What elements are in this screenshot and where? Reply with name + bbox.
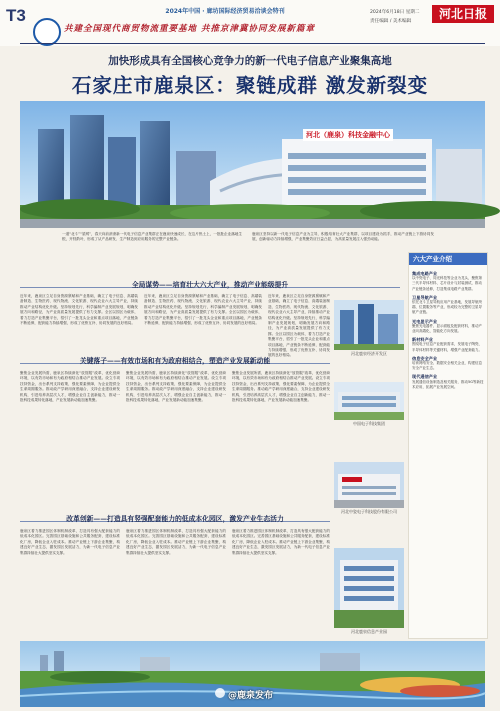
photo-industrial-park <box>334 300 404 350</box>
banner-slogan: 共建全国现代商贸物流重要基地 共推京津冀协同发展新篇章 <box>64 24 315 34</box>
hero-photo <box>20 101 485 228</box>
sidebar-title: 六大产业介绍 <box>409 253 487 265</box>
page-header <box>0 0 500 46</box>
photo-cetc <box>334 382 404 420</box>
header-rule <box>20 43 485 44</box>
photo-caption-1: 河北鹿泉经济开发区 <box>351 351 387 356</box>
section-2-body-cont: 聚焦企业发展所需，鹿泉区持续深化“放管服”改革，优化营商环境，以有效市场和有为政府相结合推动产业发展。设立专项扶持资金，出台系列支持政策，强化要素保障，为企业提供全生命周期服务。推动政产学研用深度融合，支持企业建设研发机构，引进培养高层次人才，增强企业自主创新能力，推动一批科技成果转化落地，产业发展新动能加速集聚。 <box>126 371 226 403</box>
banner-title: 2024年中国 · 廊坊国际经济贸易洽谈会特刊 <box>165 8 285 15</box>
newspaper-logo: 河北日报 <box>432 5 494 23</box>
section-3-heading: 改革创新——打造具有竖强配套能力的低成本化园区，激发产业生态活力 <box>66 515 284 523</box>
building-sign: 河北（鹿泉）科技金融中心 <box>303 129 393 141</box>
photo-info-park <box>334 548 404 628</box>
watermark: @鹿泉发布 <box>228 691 274 701</box>
section-1-body-cont: 近年来，鹿泉区立足自身资源禀赋和产业基础，确立了电子信息、高端装备制造、生物医药、现代物流、文化旅游、现代农业六大主导产业，持续推动产业结构优化升级。坚持规划先行，科学编制产业发展规划，明确发展方向和路径，为产业高质量发展提供了有力支撑。全区以园区为载体，着力打造产业集聚平台，招引了一批龙头企业和重点项目落地，产业链条不断延伸，配套能力持续增强，形成了优势互补、协同发展的良好格局。 <box>144 294 262 326</box>
section-3-body-cont: 鹿泉区着力推进园区体制机制改革，打造具有强大配套能力的低成本化园区。完善园区基础设施和公共服务配套，建设标准化厂房，降低企业入驻成本。推动产业链上下游企业集聚，构建良好产业生态，激发园区发展活力，为新一代电子信息产业集群持续壮大提供坚实支撑。 <box>126 529 226 555</box>
issue-date: 2024年6月18日 星期二 <box>370 10 420 15</box>
section-2-body: 聚焦企业发展所需，鹿泉区持续深化“放管服”改革，优化营商环境，以有效市场和有为政府相结合推动产业发展。设立专项扶持资金，出台系列支持政策，强化要素保障，为企业提供全生命周期服务。推动政产学研用深度融合，支持企业建设研发机构，引进培养高层次人才，增强企业自主创新能力，推动一批科技成果转化落地，产业发展新动能加速集聚。 <box>20 371 120 403</box>
weibo-icon <box>215 688 225 698</box>
photo-caption-2: 中国电子科技集团 <box>353 421 385 426</box>
photo-caption-3: 河北中瓷电子科技股份有限公司 <box>341 509 397 514</box>
photo-zhongci <box>334 462 404 508</box>
photo-caption-4: 河北鹿泉信息产业园 <box>351 629 387 634</box>
sidebar-body <box>412 268 484 636</box>
editor-credit: 责任编辑 / 美术编辑 <box>370 19 412 24</box>
sidebar-item-text: 以中瓷电子、同光科技等企业为龙头，聚焦第三代半导体材料、芯片设计与封装测试，推动产业链条延伸，打造集成电路产业集群。 <box>412 276 482 291</box>
sidebar-item-text: 依托北斗卫星导航应用产业基地，发展导航终端、位置服务等产业，形成较为完整的卫星导航产业链。 <box>412 300 482 315</box>
sidebar-item-name: 新材料产业 <box>412 337 433 343</box>
section-2-heading: 关键落子——有效市场和有为政府相结合，塑造产业发展新动能 <box>79 357 271 365</box>
sidebar-item-name: 信息安全产业 <box>412 355 438 361</box>
section-1-heading: 全局谋势——培育壮大六大产业，推动产业能级提升 <box>131 281 289 289</box>
headline-kicker: 加快形成具有全国核心竞争力的新一代电子信息产业聚集高地 <box>108 55 392 67</box>
section-1-body-cont2: 近年来，鹿泉区立足自身资源禀赋和产业基础，确立了电子信息、高端装备制造、生物医药、现代物流、文化旅游、现代农业六大主导产业，持续推动产业结构优化升级。坚持规划先行，科学编制产业发展规划，明确发展方向和路径，为产业高质量发展提供了有力支撑。全区以园区为载体，着力打造产业集聚平台，招引了一批龙头企业和重点项目落地，产业链条不断延伸，配套能力持续增强，形成了优势互补、协同发展的良好格局。 <box>268 294 330 358</box>
sidebar-item-name: 卫星导航产业 <box>412 294 438 300</box>
hero-photo-illustration <box>20 101 485 228</box>
sidebar-item-text: 聚焦光电器件、显示面板及配套材料，推动产业向高端化、智能化方向发展。 <box>412 323 482 334</box>
sidebar-item-name: 光电显示产业 <box>412 318 438 324</box>
sidebar-item-name: 现代通信产业 <box>412 374 438 380</box>
section-3-body-cont2: 鹿泉区着力推进园区体制机制改革，打造具有强大配套能力的低成本化园区。完善园区基础设施和公共服务配套，建设标准化厂房，降低企业入驻成本。推动产业链上下游企业集聚，构建良好产业生态，激发园区发展活力，为新一代电子信息产业集群持续壮大提供坚实支撑。 <box>232 529 330 555</box>
lead-paragraph-1: 一道“北斗”“星网”，春天向前滚滚新一代电子信息产业集群正在鹿泉快速成长，在这片热土上，一批批企业落地生根，开枝散叶，形成了从产品研发、生产制造到应用服务的完整产业链条。 <box>62 232 242 242</box>
section-1-body: 近年来，鹿泉区立足自身资源禀赋和产业基础，确立了电子信息、高端装备制造、生物医药、现代物流、文化旅游、现代农业六大主导产业，持续推动产业结构优化升级。坚持规划先行，科学编制产业发展规划，明确发展方向和路径，为产业高质量发展提供了有力支撑。全区以园区为载体，着力打造产业集聚平台，招引了一批龙头企业和重点项目落地，产业链条不断延伸，配套能力持续增强，形成了优势互补、协同发展的良好格局。 <box>20 294 138 326</box>
lead-paragraph-2: 鹿泉区坚持以新一代电子信息产业为主导，积极培育壮大产业集群，以项目建设为抓手，推动产业链上下游协同发展，创新驱动力持续增强，产业集聚效应日益凸显，为高质量发展注入强劲动能。 <box>252 232 434 242</box>
sidebar-item-text: 培育网络安全、数据安全相关企业，构建信息安全产业生态。 <box>412 361 482 371</box>
section-3-body: 鹿泉区着力推进园区体制机制改革，打造具有强大配套能力的低成本化园区。完善园区基础设施和公共服务配套，建设标准化厂房，降低企业入驻成本。推动产业链上下游企业集聚，构建良好产业生态，激发园区发展活力，为新一代电子信息产业集群持续壮大提供坚实支撑。 <box>20 529 120 555</box>
expo-emblem-icon <box>33 18 61 46</box>
sidebar-item-text: 围绕电子信息产业配套需求，发展电子陶瓷、半导体材料等关键材料，增强产业配套能力。 <box>412 342 482 352</box>
sidebar-item-name: 集成电路产业 <box>412 271 438 276</box>
industry-sidebar <box>408 252 488 639</box>
page-code: T3 <box>6 6 26 25</box>
sidebar-item-text: 发展通信设备制造及相关服务，推动5G等新技术应用，拓展产业发展空间。 <box>412 379 484 389</box>
headline: 石家庄市鹿泉区：聚链成群 激发新裂变 <box>71 74 429 97</box>
section-2-body-cont2: 聚焦企业发展所需，鹿泉区持续深化“放管服”改革，优化营商环境，以有效市场和有为政府相结合推动产业发展。设立专项扶持资金，出台系列支持政策，强化要素保障，为企业提供全生命周期服务。推动政产学研用深度融合，支持企业建设研发机构，引进培养高层次人才，增强企业自主创新能力，推动一批科技成果转化落地，产业发展新动能加速集聚。 <box>232 371 330 403</box>
